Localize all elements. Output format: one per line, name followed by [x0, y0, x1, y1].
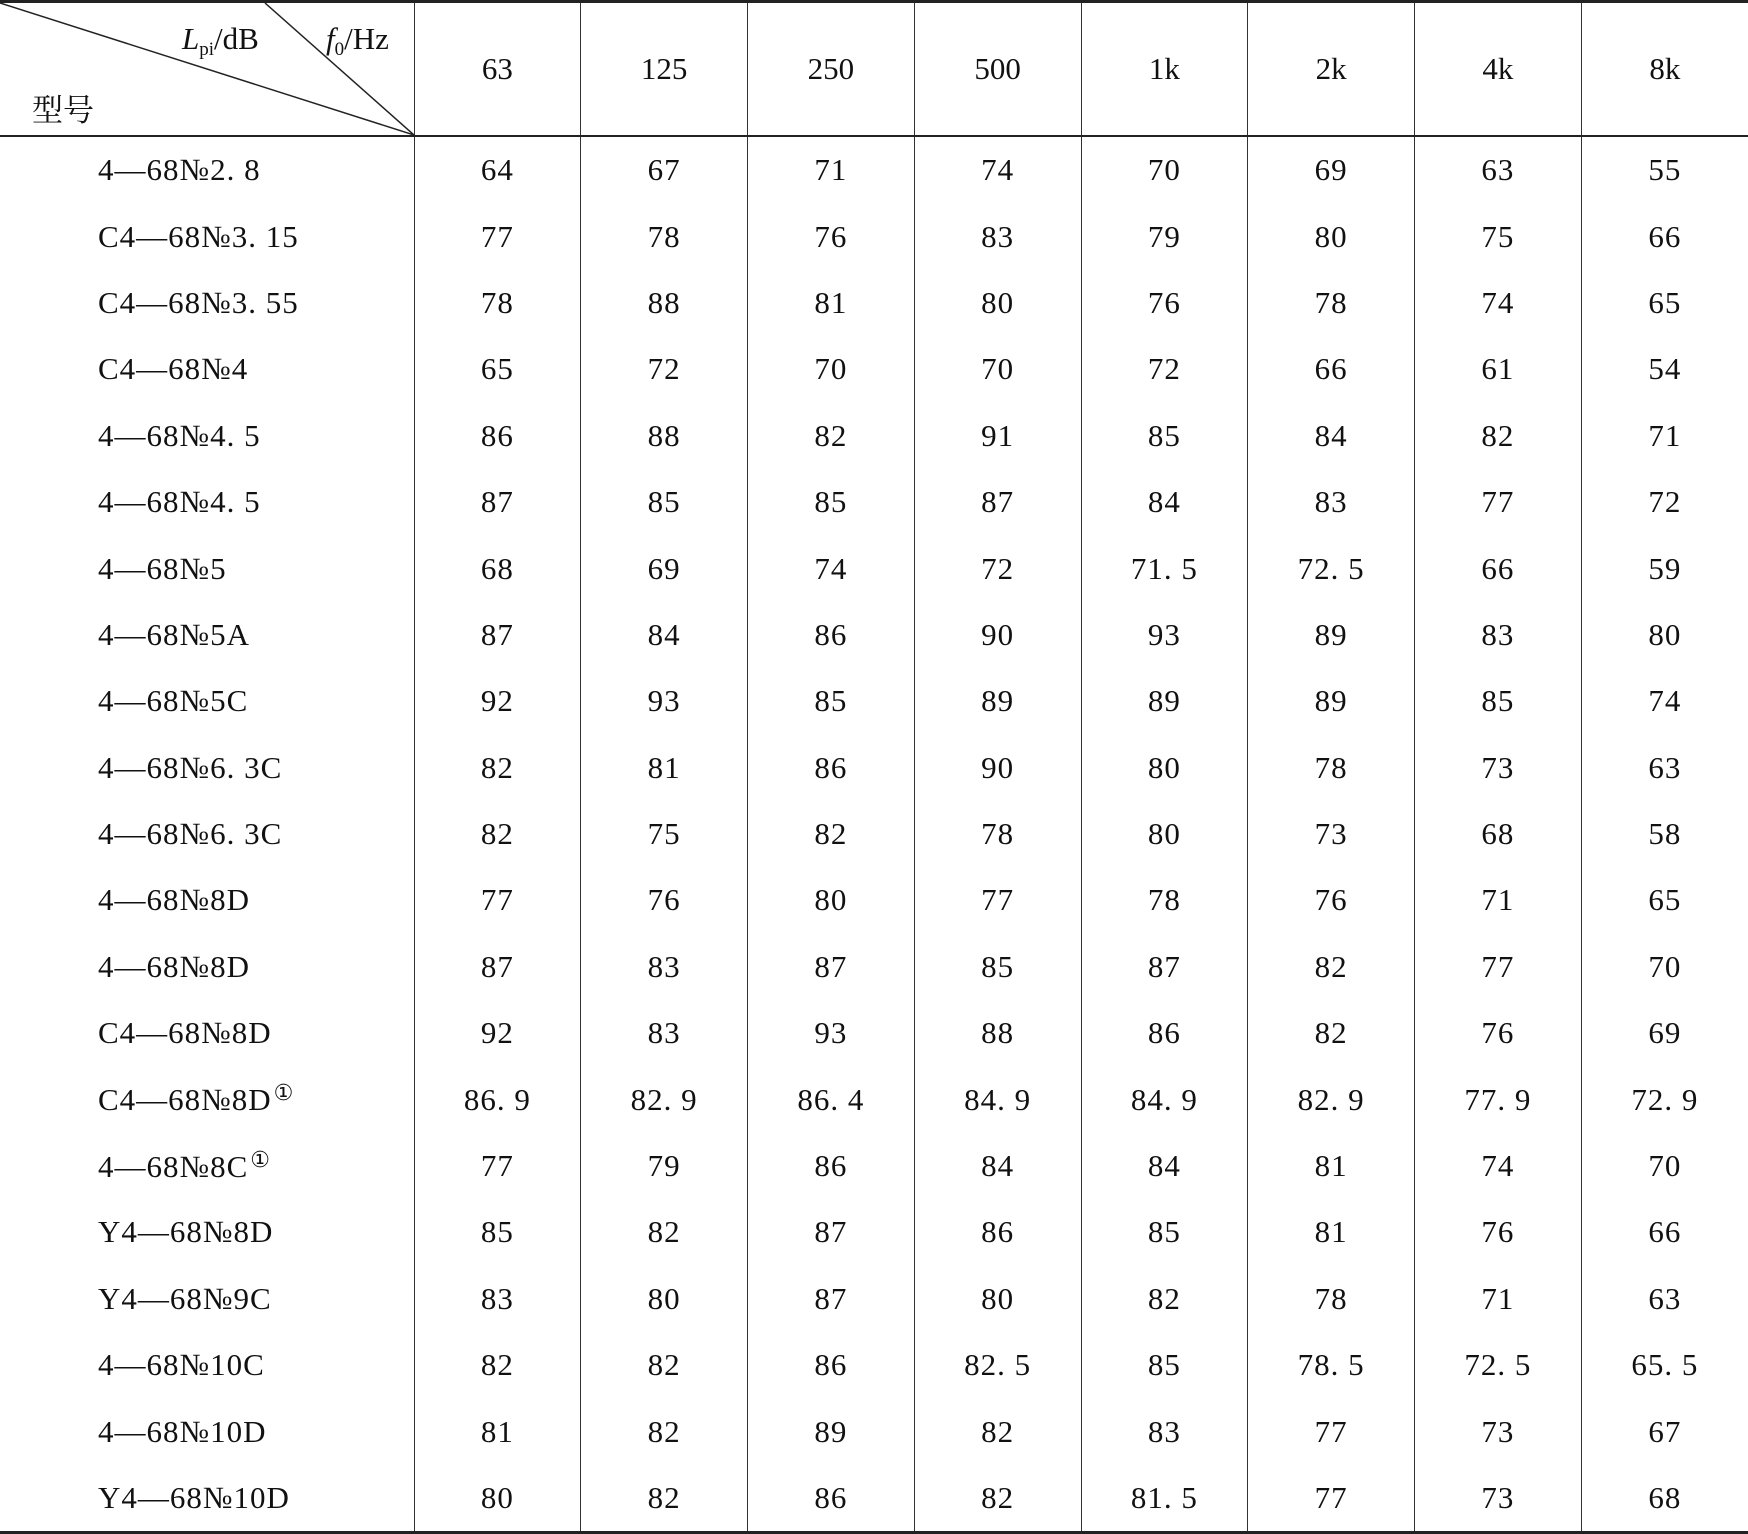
model-name: C4—68№8D: [98, 1015, 272, 1051]
value-cell: 89: [748, 1398, 915, 1464]
value-cell: 71. 5: [1081, 535, 1248, 601]
value-cell: 87: [414, 934, 581, 1000]
model-label: 型号: [32, 93, 94, 129]
value-cell: 86: [748, 1465, 915, 1533]
table-row: [0, 403, 1748, 469]
f0-label: $f_0/Hz$: [326, 21, 389, 60]
value-cell: 81. 5: [1081, 1465, 1248, 1533]
value-cell: 84: [1081, 469, 1248, 535]
value-cell: 74: [1415, 270, 1582, 336]
value-cell: 77: [1248, 1398, 1415, 1464]
value-cell: 69: [1248, 136, 1415, 203]
value-cell: 82: [1248, 934, 1415, 1000]
table-row: [0, 1199, 1748, 1265]
value-cell: 82: [748, 403, 915, 469]
model-name: C4—68№3. 55: [98, 284, 299, 320]
frequency-header-cell: 4k: [1415, 2, 1582, 137]
table-row: [0, 668, 1748, 734]
value-cell: 75: [1415, 203, 1582, 269]
value-cell: 80: [581, 1266, 748, 1332]
corner-header-cell: [0, 2, 414, 137]
value-cell: 72. 5: [1248, 535, 1415, 601]
value-cell: 77: [1248, 1465, 1415, 1533]
value-cell: 82. 9: [581, 1066, 748, 1132]
frequency-header-cell: 125: [581, 2, 748, 137]
model-cell: [0, 867, 414, 933]
value-cell: 83: [914, 203, 1081, 269]
table-row: [0, 136, 1748, 203]
value-cell: 66: [1248, 336, 1415, 402]
table-row: [0, 1332, 1748, 1398]
value-cell: 88: [581, 403, 748, 469]
value-cell: 67: [581, 136, 748, 203]
value-cell: 76: [1081, 270, 1248, 336]
table-body: [0, 136, 1748, 1533]
value-cell: 80: [1248, 203, 1415, 269]
value-cell: 76: [748, 203, 915, 269]
value-cell: 73: [1415, 735, 1582, 801]
value-cell: 82: [1248, 1000, 1415, 1066]
value-cell: 77: [414, 867, 581, 933]
value-cell: 63: [1581, 735, 1748, 801]
value-cell: 72: [581, 336, 748, 402]
value-cell: 78: [1248, 1266, 1415, 1332]
value-cell: 86: [1081, 1000, 1248, 1066]
value-cell: 70: [1581, 934, 1748, 1000]
value-cell: 80: [748, 867, 915, 933]
value-cell: 78: [414, 270, 581, 336]
value-cell: 77: [1415, 469, 1582, 535]
value-cell: 82: [581, 1398, 748, 1464]
value-cell: 77. 9: [1415, 1066, 1582, 1132]
model-cell: [0, 1066, 414, 1132]
value-cell: 90: [914, 602, 1081, 668]
value-cell: 87: [748, 1266, 915, 1332]
value-cell: 70: [1581, 1133, 1748, 1199]
model-cell: [0, 1266, 414, 1332]
table-row: [0, 270, 1748, 336]
lpi-label: $L_{pi}/dB$: [182, 21, 259, 60]
frequency-header-cell: 500: [914, 2, 1081, 137]
value-cell: 71: [1415, 1266, 1582, 1332]
value-cell: 88: [581, 270, 748, 336]
table-row: [0, 203, 1748, 269]
value-cell: 65: [414, 336, 581, 402]
table-row: [0, 1133, 1748, 1199]
value-cell: 78: [1081, 867, 1248, 933]
value-cell: 72: [1581, 469, 1748, 535]
value-cell: 86: [748, 602, 915, 668]
value-cell: 82: [414, 735, 581, 801]
model-cell: [0, 469, 414, 535]
value-cell: 89: [1248, 602, 1415, 668]
value-cell: 63: [1581, 1266, 1748, 1332]
table-row: [0, 535, 1748, 601]
value-cell: 85: [414, 1199, 581, 1265]
frequency-header-cell: 2k: [1248, 2, 1415, 137]
value-cell: 85: [1081, 1332, 1248, 1398]
value-cell: 55: [1581, 136, 1748, 203]
table-row: [0, 336, 1748, 402]
value-cell: 70: [1081, 136, 1248, 203]
value-cell: 75: [581, 801, 748, 867]
table-row: [0, 1266, 1748, 1332]
value-cell: 87: [1081, 934, 1248, 1000]
value-cell: 74: [1581, 668, 1748, 734]
value-cell: 83: [1415, 602, 1582, 668]
value-cell: 65. 5: [1581, 1332, 1748, 1398]
value-cell: 77: [1415, 934, 1582, 1000]
model-name: C4—68№8D: [98, 1082, 272, 1118]
value-cell: 76: [1248, 867, 1415, 933]
model-name: C4—68№4: [98, 351, 249, 387]
value-cell: 84: [1248, 403, 1415, 469]
table-row: [0, 801, 1748, 867]
value-cell: 89: [914, 668, 1081, 734]
value-cell: 82: [581, 1332, 748, 1398]
value-cell: 92: [414, 668, 581, 734]
value-cell: 81: [1248, 1133, 1415, 1199]
frequency-header-cell: 63: [414, 2, 581, 137]
value-cell: 79: [1081, 203, 1248, 269]
model-name: 4—68№2. 8: [98, 152, 261, 188]
value-cell: 80: [1581, 602, 1748, 668]
model-name: 4—68№5: [98, 550, 227, 586]
model-name: 4—68№8C: [98, 1148, 249, 1184]
value-cell: 85: [1081, 1199, 1248, 1265]
value-cell: 80: [914, 1266, 1081, 1332]
value-cell: 58: [1581, 801, 1748, 867]
value-cell: 77: [414, 203, 581, 269]
value-cell: 70: [914, 336, 1081, 402]
value-cell: 74: [914, 136, 1081, 203]
value-cell: 76: [581, 867, 748, 933]
value-cell: 86: [748, 1332, 915, 1398]
value-cell: 93: [581, 668, 748, 734]
model-name: 4—68№4. 5: [98, 417, 261, 453]
value-cell: 85: [748, 469, 915, 535]
value-cell: 87: [414, 602, 581, 668]
model-name: Y4—68№10D: [98, 1480, 290, 1515]
model-cell: [0, 668, 414, 734]
value-cell: 71: [748, 136, 915, 203]
model-name: C4—68№3. 15: [98, 218, 299, 254]
value-cell: 84. 9: [914, 1066, 1081, 1132]
value-cell: 77: [914, 867, 1081, 933]
value-cell: 83: [1081, 1398, 1248, 1464]
value-cell: 66: [1415, 535, 1582, 601]
table-row: [0, 1066, 1748, 1132]
value-cell: 64: [414, 136, 581, 203]
value-cell: 93: [1081, 602, 1248, 668]
value-cell: 72: [914, 535, 1081, 601]
model-cell: [0, 403, 414, 469]
value-cell: 86: [748, 735, 915, 801]
model-name: Y4—68№9C: [98, 1280, 272, 1316]
value-cell: 82. 9: [1248, 1066, 1415, 1132]
value-cell: 65: [1581, 270, 1748, 336]
table-row: [0, 1398, 1748, 1464]
value-cell: 82: [914, 1398, 1081, 1464]
value-cell: 66: [1581, 1199, 1748, 1265]
value-cell: 69: [581, 535, 748, 601]
value-cell: 73: [1415, 1465, 1582, 1533]
value-cell: 84. 9: [1081, 1066, 1248, 1132]
value-cell: 73: [1415, 1398, 1582, 1464]
value-cell: 80: [1081, 801, 1248, 867]
model-cell: [0, 136, 414, 203]
model-cell: [0, 1332, 414, 1398]
model-cell: [0, 1199, 414, 1265]
model-name: 4—68№6. 3C: [98, 816, 283, 852]
value-cell: 89: [1248, 668, 1415, 734]
model-cell: [0, 1133, 414, 1199]
value-cell: 74: [1415, 1133, 1582, 1199]
value-cell: 78: [1248, 735, 1415, 801]
model-cell: [0, 1000, 414, 1066]
model-cell: [0, 735, 414, 801]
value-cell: 87: [748, 934, 915, 1000]
value-cell: 73: [1248, 801, 1415, 867]
value-cell: 82: [748, 801, 915, 867]
value-cell: 76: [1415, 1199, 1582, 1265]
value-cell: 87: [414, 469, 581, 535]
value-cell: 63: [1415, 136, 1582, 203]
value-cell: 67: [1581, 1398, 1748, 1464]
value-cell: 78: [581, 203, 748, 269]
table-row: [0, 602, 1748, 668]
value-cell: 81: [581, 735, 748, 801]
model-name: 4—68№10C: [98, 1347, 265, 1383]
model-name: 4—68№8D: [98, 882, 250, 918]
value-cell: 84: [581, 602, 748, 668]
table-row: [0, 735, 1748, 801]
value-cell: 82: [914, 1465, 1081, 1533]
model-cell: [0, 1398, 414, 1464]
value-cell: 84: [1081, 1133, 1248, 1199]
model-cell: [0, 203, 414, 269]
value-cell: 72. 9: [1581, 1066, 1748, 1132]
value-cell: 78: [914, 801, 1081, 867]
value-cell: 71: [1415, 867, 1582, 933]
model-name: 4—68№6. 3C: [98, 749, 283, 785]
value-cell: 72. 5: [1415, 1332, 1582, 1398]
table-row: [0, 867, 1748, 933]
value-cell: 72: [1081, 336, 1248, 402]
value-cell: 86: [748, 1133, 915, 1199]
value-cell: 80: [414, 1465, 581, 1533]
value-cell: 86. 9: [414, 1066, 581, 1132]
value-cell: 77: [414, 1133, 581, 1199]
value-cell: 78: [1248, 270, 1415, 336]
footnote-marker: ①: [250, 1147, 271, 1173]
value-cell: 82: [1415, 403, 1582, 469]
frequency-header-cell: 8k: [1581, 2, 1748, 137]
model-name: 4—68№4. 5: [98, 484, 261, 520]
value-cell: 68: [414, 535, 581, 601]
value-cell: 81: [748, 270, 915, 336]
model-name: 4—68№8D: [98, 948, 250, 984]
value-cell: 69: [1581, 1000, 1748, 1066]
value-cell: 85: [1081, 403, 1248, 469]
model-cell: [0, 602, 414, 668]
value-cell: 61: [1415, 336, 1582, 402]
value-cell: 89: [1081, 668, 1248, 734]
value-cell: 54: [1581, 336, 1748, 402]
value-cell: 85: [748, 668, 915, 734]
value-cell: 81: [414, 1398, 581, 1464]
value-cell: 85: [914, 934, 1081, 1000]
model-name: 4—68№10D: [98, 1413, 267, 1449]
value-cell: 82: [581, 1465, 748, 1533]
value-cell: 87: [748, 1199, 915, 1265]
model-cell: [0, 1465, 414, 1533]
header-row: [0, 2, 1748, 137]
value-cell: 81: [1248, 1199, 1415, 1265]
value-cell: 85: [1415, 668, 1582, 734]
value-cell: 83: [581, 934, 748, 1000]
value-cell: 85: [581, 469, 748, 535]
value-cell: 59: [1581, 535, 1748, 601]
value-cell: 80: [1081, 735, 1248, 801]
value-cell: 82: [1081, 1266, 1248, 1332]
frequency-header-cell: 1k: [1081, 2, 1248, 137]
value-cell: 88: [914, 1000, 1081, 1066]
value-cell: 86: [914, 1199, 1081, 1265]
value-cell: 92: [414, 1000, 581, 1066]
frequency-header-cell: 250: [748, 2, 915, 137]
value-cell: 82: [414, 1332, 581, 1398]
table-row: [0, 934, 1748, 1000]
model-name: Y4—68№8D: [98, 1214, 274, 1250]
value-cell: 65: [1581, 867, 1748, 933]
value-cell: 82. 5: [914, 1332, 1081, 1398]
value-cell: 83: [581, 1000, 748, 1066]
value-cell: 68: [1581, 1465, 1748, 1533]
value-cell: 71: [1581, 403, 1748, 469]
value-cell: 84: [914, 1133, 1081, 1199]
table-row: [0, 469, 1748, 535]
value-cell: 86: [414, 403, 581, 469]
value-cell: 66: [1581, 203, 1748, 269]
value-cell: 70: [748, 336, 915, 402]
value-cell: 68: [1415, 801, 1582, 867]
value-cell: 91: [914, 403, 1081, 469]
value-cell: 82: [414, 801, 581, 867]
table-row: [0, 1000, 1748, 1066]
value-cell: 93: [748, 1000, 915, 1066]
model-name: 4—68№5A: [98, 616, 250, 652]
value-cell: 87: [914, 469, 1081, 535]
value-cell: 74: [748, 535, 915, 601]
model-cell: [0, 270, 414, 336]
value-cell: 83: [1248, 469, 1415, 535]
value-cell: 83: [414, 1266, 581, 1332]
model-cell: [0, 336, 414, 402]
model-cell: [0, 934, 414, 1000]
model-cell: [0, 535, 414, 601]
table-row: [0, 1465, 1748, 1533]
footnote-marker: ①: [273, 1081, 295, 1107]
value-cell: 86. 4: [748, 1066, 915, 1132]
value-cell: 76: [1415, 1000, 1582, 1066]
value-cell: 82: [581, 1199, 748, 1265]
model-name: 4—68№5C: [98, 683, 249, 719]
value-cell: 90: [914, 735, 1081, 801]
value-cell: 78. 5: [1248, 1332, 1415, 1398]
value-cell: 80: [914, 270, 1081, 336]
model-cell: [0, 801, 414, 867]
value-cell: 79: [581, 1133, 748, 1199]
